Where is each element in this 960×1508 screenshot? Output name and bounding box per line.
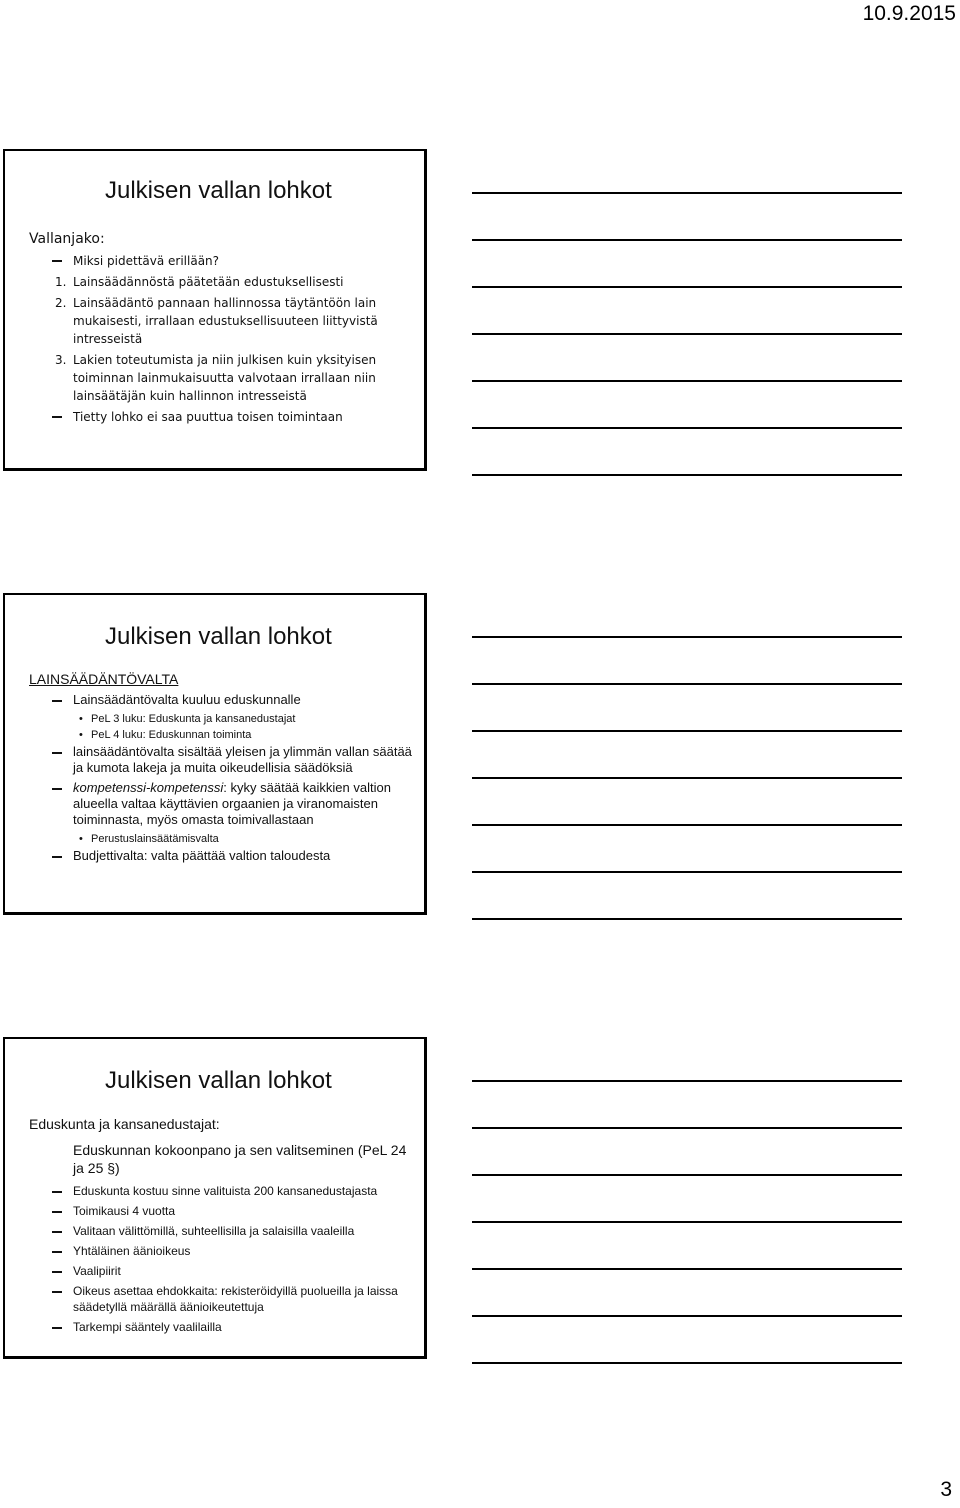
slide-content [29,1115,419,1339]
sub-list-item: • PeL 3 luku: Eduskunta ja kansanedustajat [29,712,419,726]
note-line [472,1268,902,1270]
numbered-item: 2. Lainsäädäntö pannaan hallinnossa täytäntöön lain mukaisesti, irrallaan edustuksellisuuteen liittyvistä intresseistä [55,296,378,346]
slide-content [29,670,419,868]
list-item: kompetenssi-kompetenssi: kyky säätää kaikkien valtion alueella valtaa käyttävien orgaanien ja viranomaisten toiminnasta, myös omasta toimivallastaan [29,780,419,828]
slide-title: Julkisen vallan lohkot [105,177,332,204]
list-item: Tietty lohko ei saa puuttua toisen toimintaan [29,408,419,426]
note-line [472,1127,902,1129]
list-item: Tarkempi sääntely vaalilailla [29,1319,419,1335]
slide-1 [3,149,427,471]
list-item: Miksi pidettävä erillään? [29,252,419,270]
note-line [472,333,902,335]
sub-list-item: • PeL 4 luku: Eduskunnan toiminta [29,728,419,742]
note-line [472,1315,902,1317]
slide-subheading: Eduskunnan kokoonpano ja sen valitseminen (PeL 24 ja 25 §) [73,1142,407,1176]
note-line [472,1080,902,1082]
note-line [472,474,902,476]
note-line [472,427,902,429]
list-item: Eduskunta kostuu sinne valituista 200 kansanedustajasta [29,1183,419,1199]
note-line [472,1362,902,1364]
list-item: Lainsäädäntövalta kuuluu eduskunnalle [29,692,419,708]
numbered-item: 1. Lainsäädännöstä päätetään edustuksellisesti [55,275,344,289]
note-line [472,192,902,194]
header-date: 10.9.2015 [862,2,956,25]
page-number: 3 [940,1478,952,1501]
list-item: Valitaan välittömillä, suhteellisilla ja salaisilla vaaleilla [29,1223,419,1239]
slide-2 [3,593,427,915]
slide-title: Julkisen vallan lohkot [105,1067,332,1094]
notes-lines-3 [472,1080,902,1409]
note-line [472,730,902,732]
list-item: Yhtäläinen äänioikeus [29,1243,419,1259]
note-line [472,683,902,685]
list-item: Oikeus asettaa ehdokkaita: rekisteröidyillä puolueilla ja laissa säädetyllä määrällä äänioikeutettuja [29,1283,419,1315]
notes-lines-2 [472,636,902,965]
note-line [472,918,902,920]
list-item: lainsäädäntövalta sisältää yleisen ja ylimmän vallan säätää ja kumota lakeja ja muita oikeudellisia säädöksiä [29,744,419,776]
list-item: Toimikausi 4 vuotta [29,1203,419,1219]
note-line [472,824,902,826]
note-line [472,777,902,779]
slide-heading: LAINSÄÄDÄNTÖVALTA [29,671,179,687]
slide-title: Julkisen vallan lohkot [105,623,332,650]
note-line [472,636,902,638]
list-item: Vaalipiirit [29,1263,419,1279]
slide-3 [3,1037,427,1359]
note-line [472,1174,902,1176]
note-line [472,871,902,873]
slide-content [29,230,419,429]
notes-lines-1 [472,192,902,521]
list-item: Budjettivalta: valta päättää valtion taloudesta [29,848,419,864]
slide-heading: Vallanjako: [29,231,105,247]
note-line [472,239,902,241]
numbered-item: 3. Lakien toteutumista ja niin julkisen kuin yksityisen toiminnan lainmukaisuutta valvotaan irrallaan niin lainsäätäjän kuin hallinnon intresseistä [55,353,377,403]
note-line [472,1221,902,1223]
note-line [472,380,902,382]
note-line [472,286,902,288]
sub-list-item: • Perustuslainsäätämisvalta [29,832,419,846]
slide-heading: Eduskunta ja kansanedustajat: [29,1116,220,1132]
